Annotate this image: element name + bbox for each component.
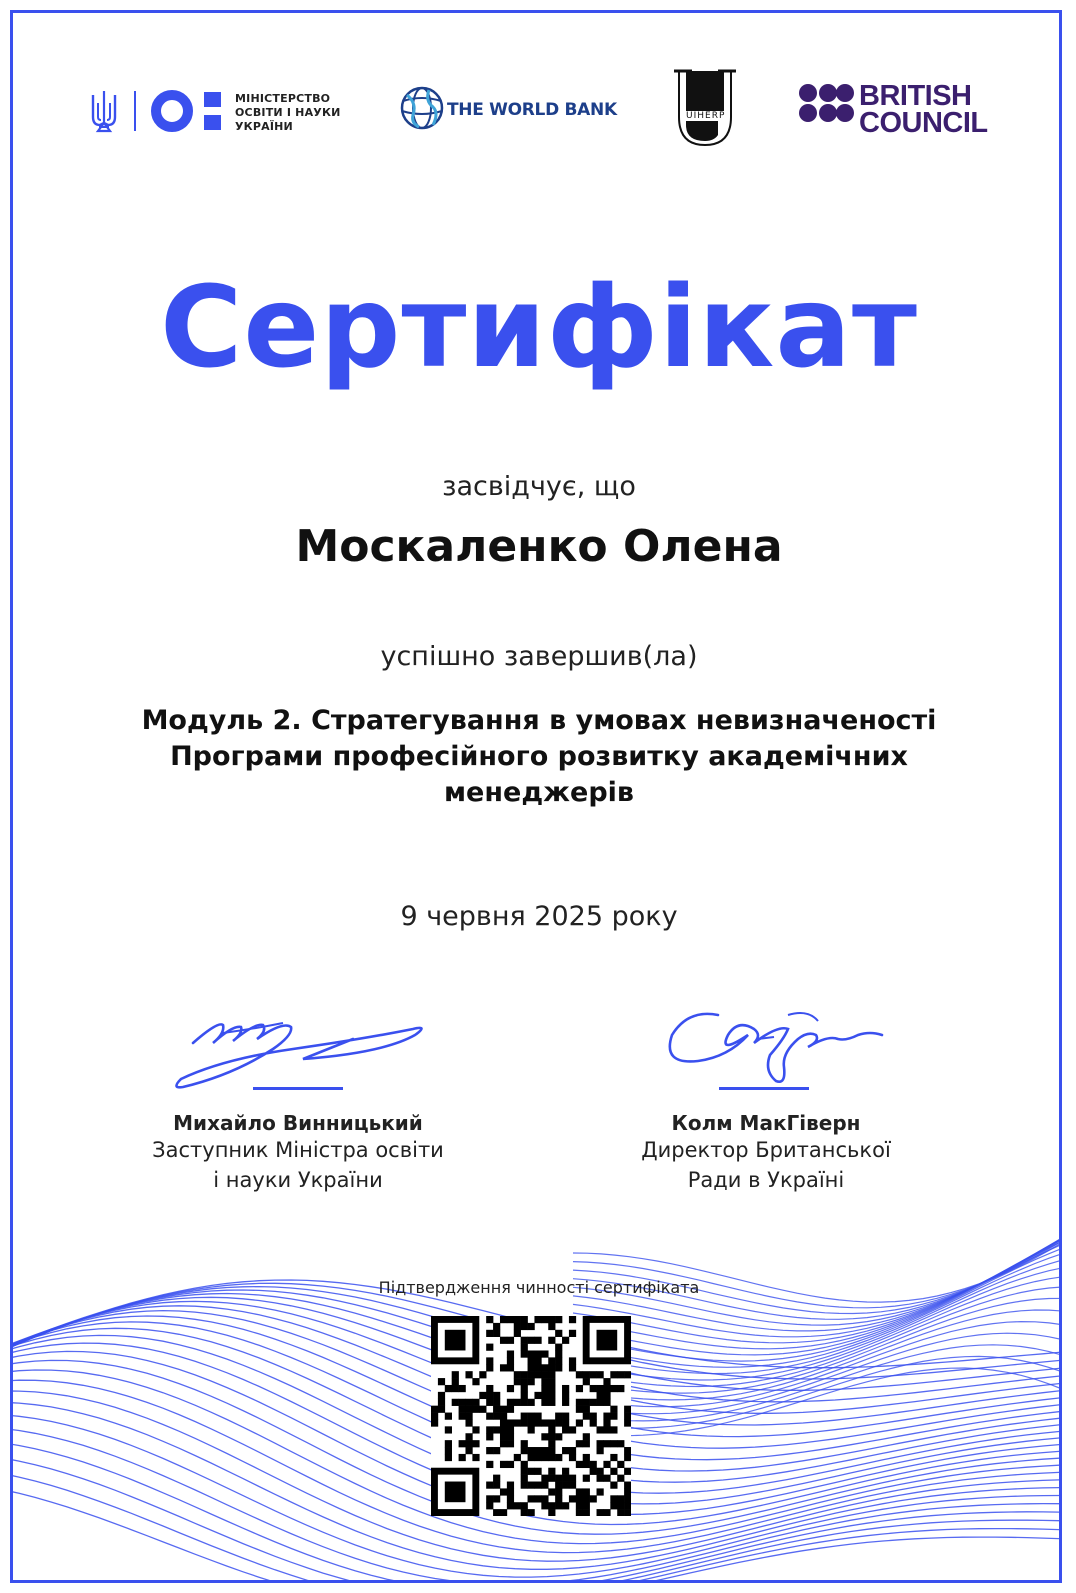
ministry-logo-text: [235, 92, 341, 134]
certificate-frame: [10, 10, 1062, 1583]
qr-code-icon: [431, 1316, 631, 1516]
ministry-logo-line: УКРАЇНИ: [235, 120, 293, 133]
signatory-block: [556, 1111, 976, 1195]
issue-date: 9 червня 2025 року: [400, 901, 678, 932]
signatory-block: [88, 1111, 508, 1195]
ministry-logo-line: ОСВІТИ І НАУКИ: [235, 106, 341, 119]
uiherp-logo-icon: [670, 69, 740, 149]
signatory-position: Директор Британської: [641, 1138, 891, 1162]
course-title-line: менеджерів: [443, 777, 634, 808]
signatory-name: Колм МакГіверн: [671, 1111, 861, 1135]
signatory-position: і науки України: [213, 1168, 383, 1192]
british-council-line: COUNCIL: [859, 107, 988, 139]
british-council-logo-text: [859, 80, 988, 139]
trident-icon: [89, 89, 119, 133]
signatory-position: Заступник Міністра освіти: [152, 1138, 444, 1162]
certificate-title: Сертифікат: [160, 263, 918, 393]
course-title: [13, 703, 1062, 811]
signature-mcgivern: [658, 995, 898, 1090]
logo-divider: [134, 91, 136, 131]
signature-line: [253, 1087, 343, 1090]
certifies-text: засвідчує, що: [442, 471, 636, 502]
british-council-dots-icon: [835, 83, 855, 135]
signature-line: [719, 1087, 809, 1090]
british-council-logo-extra: [835, 83, 855, 139]
signatory-position: Ради в Україні: [687, 1168, 845, 1192]
verification-label: Підтвердження чинності сертифіката: [378, 1278, 700, 1297]
course-title-line: Програми професійного розвитку академічних: [170, 741, 908, 772]
british-council-line: BRITISH: [859, 80, 972, 112]
uiherp-logo-text: UIHERP: [686, 111, 726, 121]
completed-text: успішно завершив(ла): [380, 641, 698, 672]
signature-vynnytskyi: [163, 1003, 433, 1098]
signatory-name: Михайло Винницький: [173, 1111, 423, 1135]
world-bank-globe-icon: [399, 85, 445, 131]
recipient-name: Москаленко Олена: [295, 521, 783, 572]
qr-code[interactable]: [431, 1316, 631, 1516]
ministry-logo-icon: [150, 89, 226, 133]
world-bank-logo-text: THE WORLD BANK: [447, 100, 617, 120]
ministry-logo-line: МІНІСТЕРСТВО: [235, 92, 331, 105]
course-title-line: Модуль 2. Стратегування в умовах невизначеності: [141, 705, 937, 736]
